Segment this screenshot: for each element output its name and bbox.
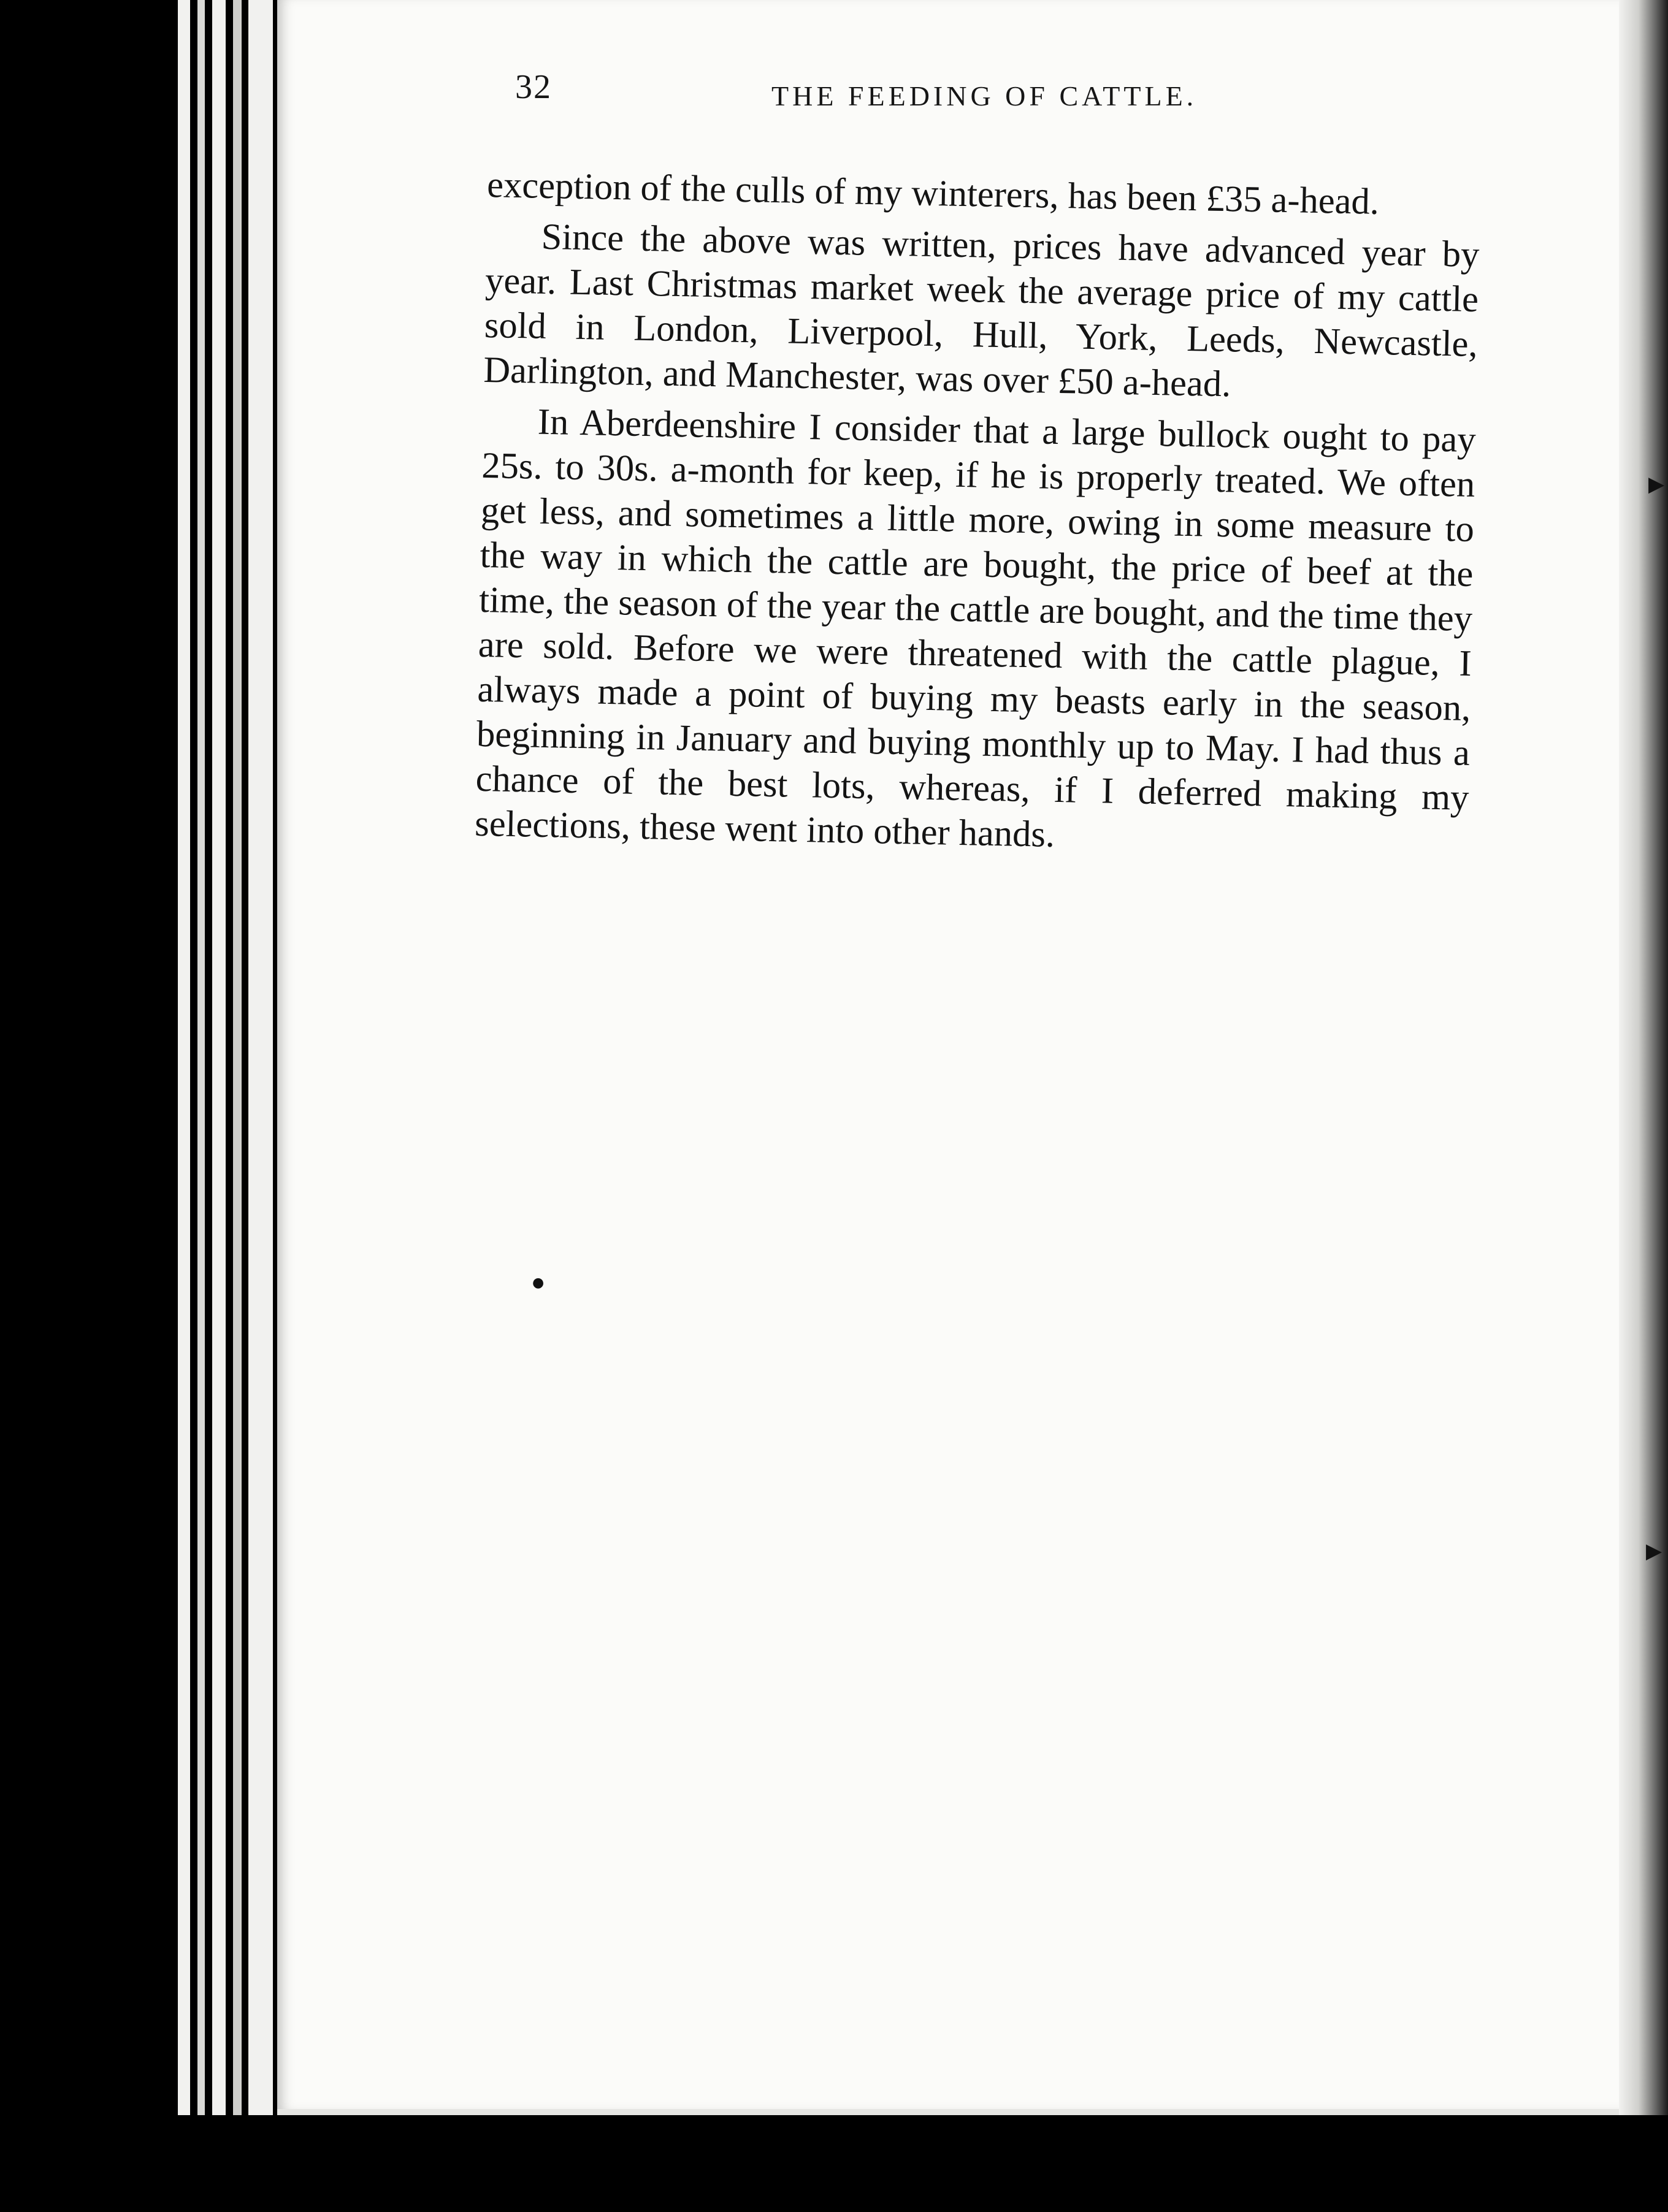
page-edge [197, 0, 205, 2120]
paragraph: exception of the culls of my winterers, has been £35 a-head. [486, 164, 1380, 223]
page-edge [178, 0, 190, 2120]
page-marker-icon: ▶ [1646, 1539, 1662, 1563]
scan-border [0, 2115, 1668, 2212]
page-number: 32 [515, 68, 552, 106]
facing-page-shadow [1619, 0, 1668, 2212]
page-edge [233, 0, 242, 2120]
page-header [515, 61, 1349, 135]
body-text [474, 162, 1480, 871]
page-edge [212, 0, 226, 2120]
paragraph: In Aberdeenshire I consider that a large bullock ought to pay 25s. to 30s. a-month for keep, if he is properly treated. We often get less, and sometimes a little more, owing in some measure to the way in which the cattle are bought, the price of beef at the time, the season of the year the cattle are bought, and the time they are sold. Before we were threatened with the cattle plague, I always made a point of buying my beasts early in the season, beginning in January and buying monthly up to May. I had thus a chance of the best lots, whereas, if I deferred making my selections, these went into other hands. [474, 401, 1477, 855]
page-marker-icon: ▶ [1648, 472, 1665, 497]
speck-mark: ● [532, 1275, 545, 1291]
running-title: THE FEEDING OF CATTLE. [771, 80, 1198, 112]
paragraph: Since the above was written, prices have advanced year by year. Last Christmas market week the average price of my cattle sold in London, Liverpool, Hull, York, Leeds, Newcastle, Darlington, and Manchester, was over £50 a-head. [483, 216, 1480, 405]
page-edge [248, 0, 273, 2120]
